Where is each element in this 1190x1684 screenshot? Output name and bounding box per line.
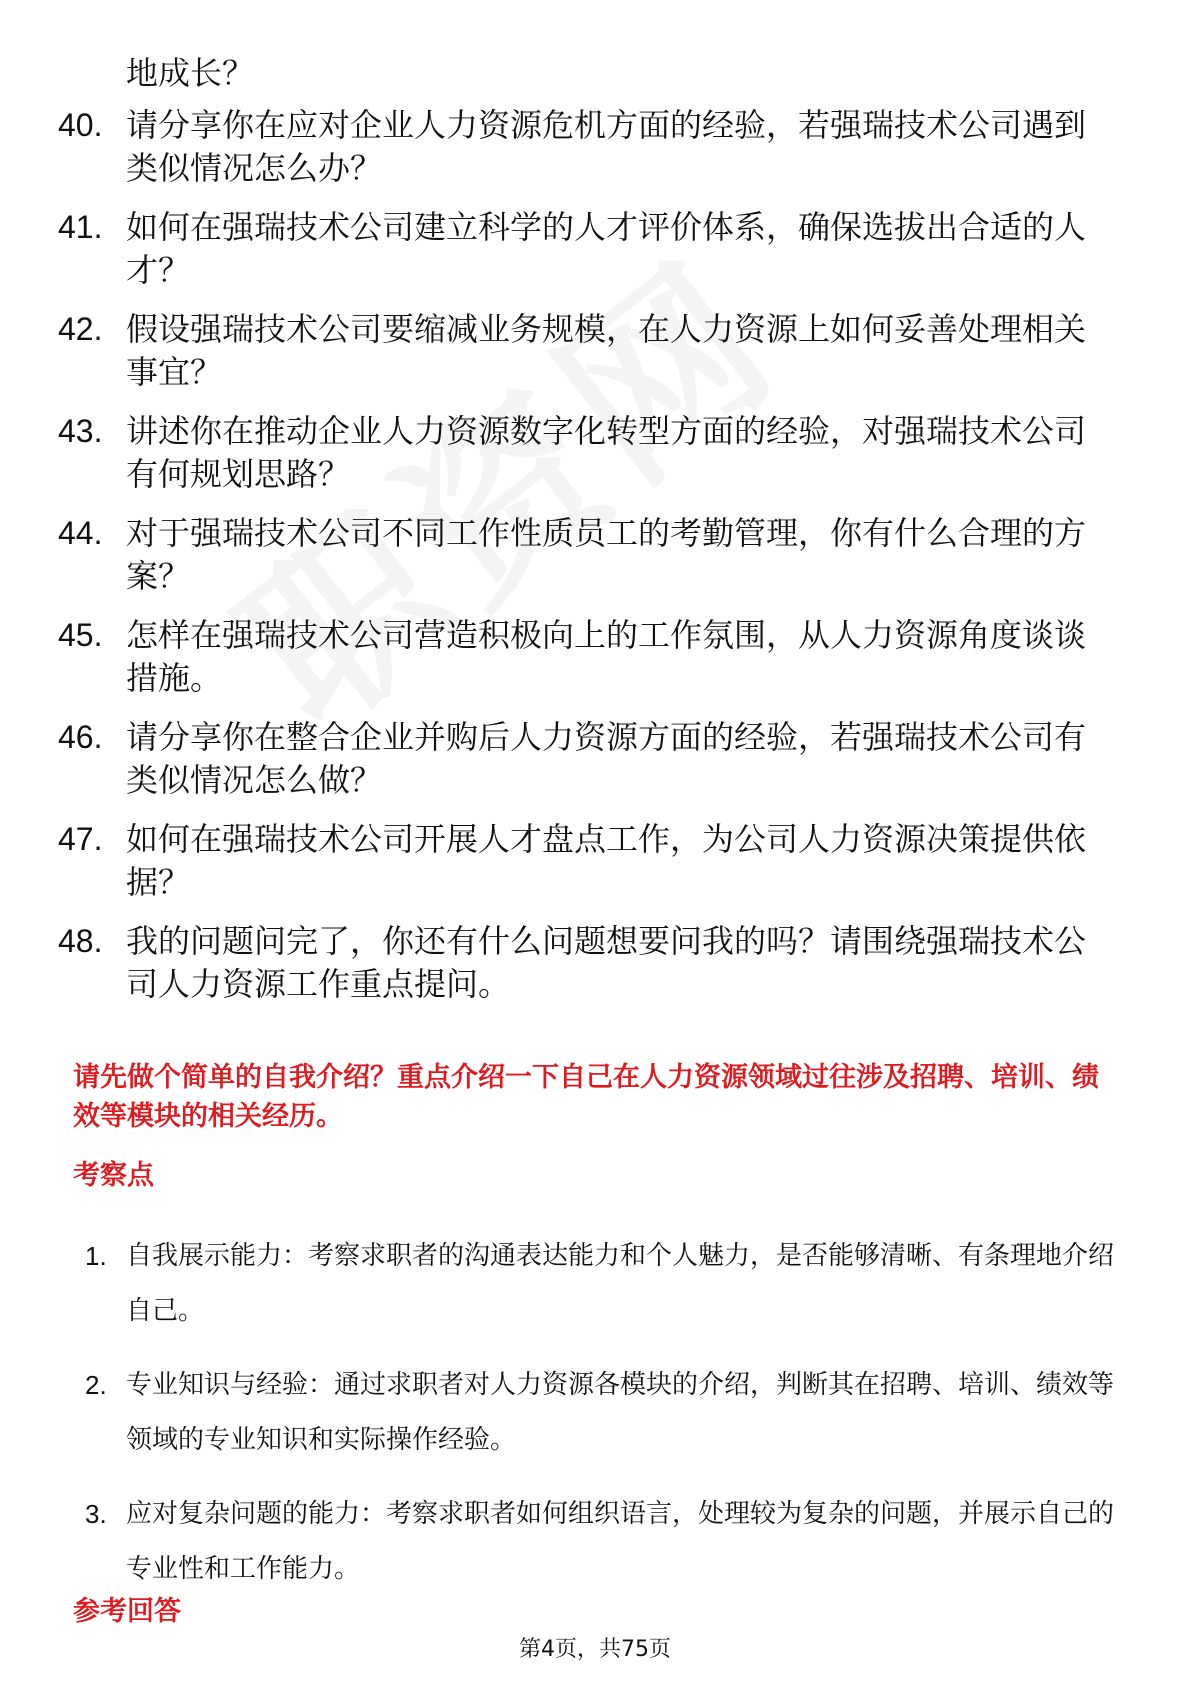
question-text: 假设强瑞技术公司要缩减业务规模，在人力资源上如何妥善处理相关事宜？: [126, 310, 1087, 391]
interview-prompt: 请先做个简单的自我介绍？重点介绍一下自己在人力资源领域过往涉及招聘、培训、绩效等模块的相关经历。: [73, 1062, 1099, 1132]
question-list: [0, 104, 1190, 1022]
question-number: 47.: [58, 821, 103, 857]
point-text: 自我展示能力：考察求职者的沟通表达能力和个人魅力，是否能够清晰、有条理地介绍自己。: [126, 1241, 1115, 1326]
point-number: 1.: [85, 1241, 107, 1271]
point-number: 3.: [85, 1499, 107, 1529]
question-text: 如何在强瑞技术公司开展人才盘点工作，为公司人力资源决策提供依据？: [126, 820, 1087, 901]
question-item: [0, 614, 1116, 700]
point-text: 应对复杂问题的能力：考察求职者如何组织语言，处理较为复杂的问题，并展示自己的专业性和工作能力。: [126, 1499, 1115, 1584]
question-number: 46.: [58, 719, 103, 755]
assessment-point: [0, 1487, 1116, 1597]
question-number: 40.: [58, 107, 103, 143]
question-text: 怎样在强瑞技术公司营造积极向上的工作氛围，从人力资源角度谈谈措施。: [126, 616, 1087, 697]
question-text: 讲述你在推动企业人力资源数字化转型方面的经验，对强瑞技术公司有何规划思路？: [126, 412, 1087, 493]
question-number: 42.: [58, 311, 103, 347]
question-item: [0, 104, 1116, 190]
question-text: 对于强瑞技术公司不同工作性质员工的考勤管理，你有什么合理的方案？: [126, 514, 1087, 595]
answer-heading: 参考回答: [73, 1596, 181, 1627]
question-text: 请分享你在整合企业并购后人力资源方面的经验，若强瑞技术公司有类似情况怎么做？: [126, 718, 1087, 799]
question-item: [0, 512, 1116, 598]
question-number: 44.: [58, 515, 103, 551]
continuation-text: 地成长？: [126, 54, 255, 92]
question-item: [0, 206, 1116, 292]
question-item: [0, 920, 1116, 1006]
points-heading: 考察点: [73, 1160, 154, 1191]
assessment-points-list: [0, 1229, 1190, 1616]
assessment-point: [0, 1358, 1116, 1468]
question-item: [0, 716, 1116, 802]
page-footer: 第4页，共75页: [519, 1637, 671, 1662]
question-text: 请分享你在应对企业人力资源危机方面的经验，若强瑞技术公司遇到类似情况怎么办？: [126, 106, 1087, 187]
question-number: 45.: [58, 617, 103, 653]
question-item: [0, 818, 1116, 904]
question-item: [0, 410, 1116, 496]
question-text: 如何在强瑞技术公司建立科学的人才评价体系，确保选拔出合适的人才？: [126, 208, 1087, 289]
point-number: 2.: [85, 1370, 107, 1400]
question-number: 48.: [58, 923, 103, 959]
question-text: 我的问题问完了，你还有什么问题想要问我的吗？请围绕强瑞技术公司人力资源工作重点提问。: [126, 922, 1087, 1003]
point-text: 专业知识与经验：通过求职者对人力资源各模块的介绍，判断其在招聘、培训、绩效等领域的专业知识和实际操作经验。: [126, 1370, 1115, 1455]
question-item: [0, 308, 1116, 394]
assessment-point: [0, 1229, 1116, 1339]
question-number: 43.: [58, 413, 103, 449]
question-number: 41.: [58, 209, 103, 245]
